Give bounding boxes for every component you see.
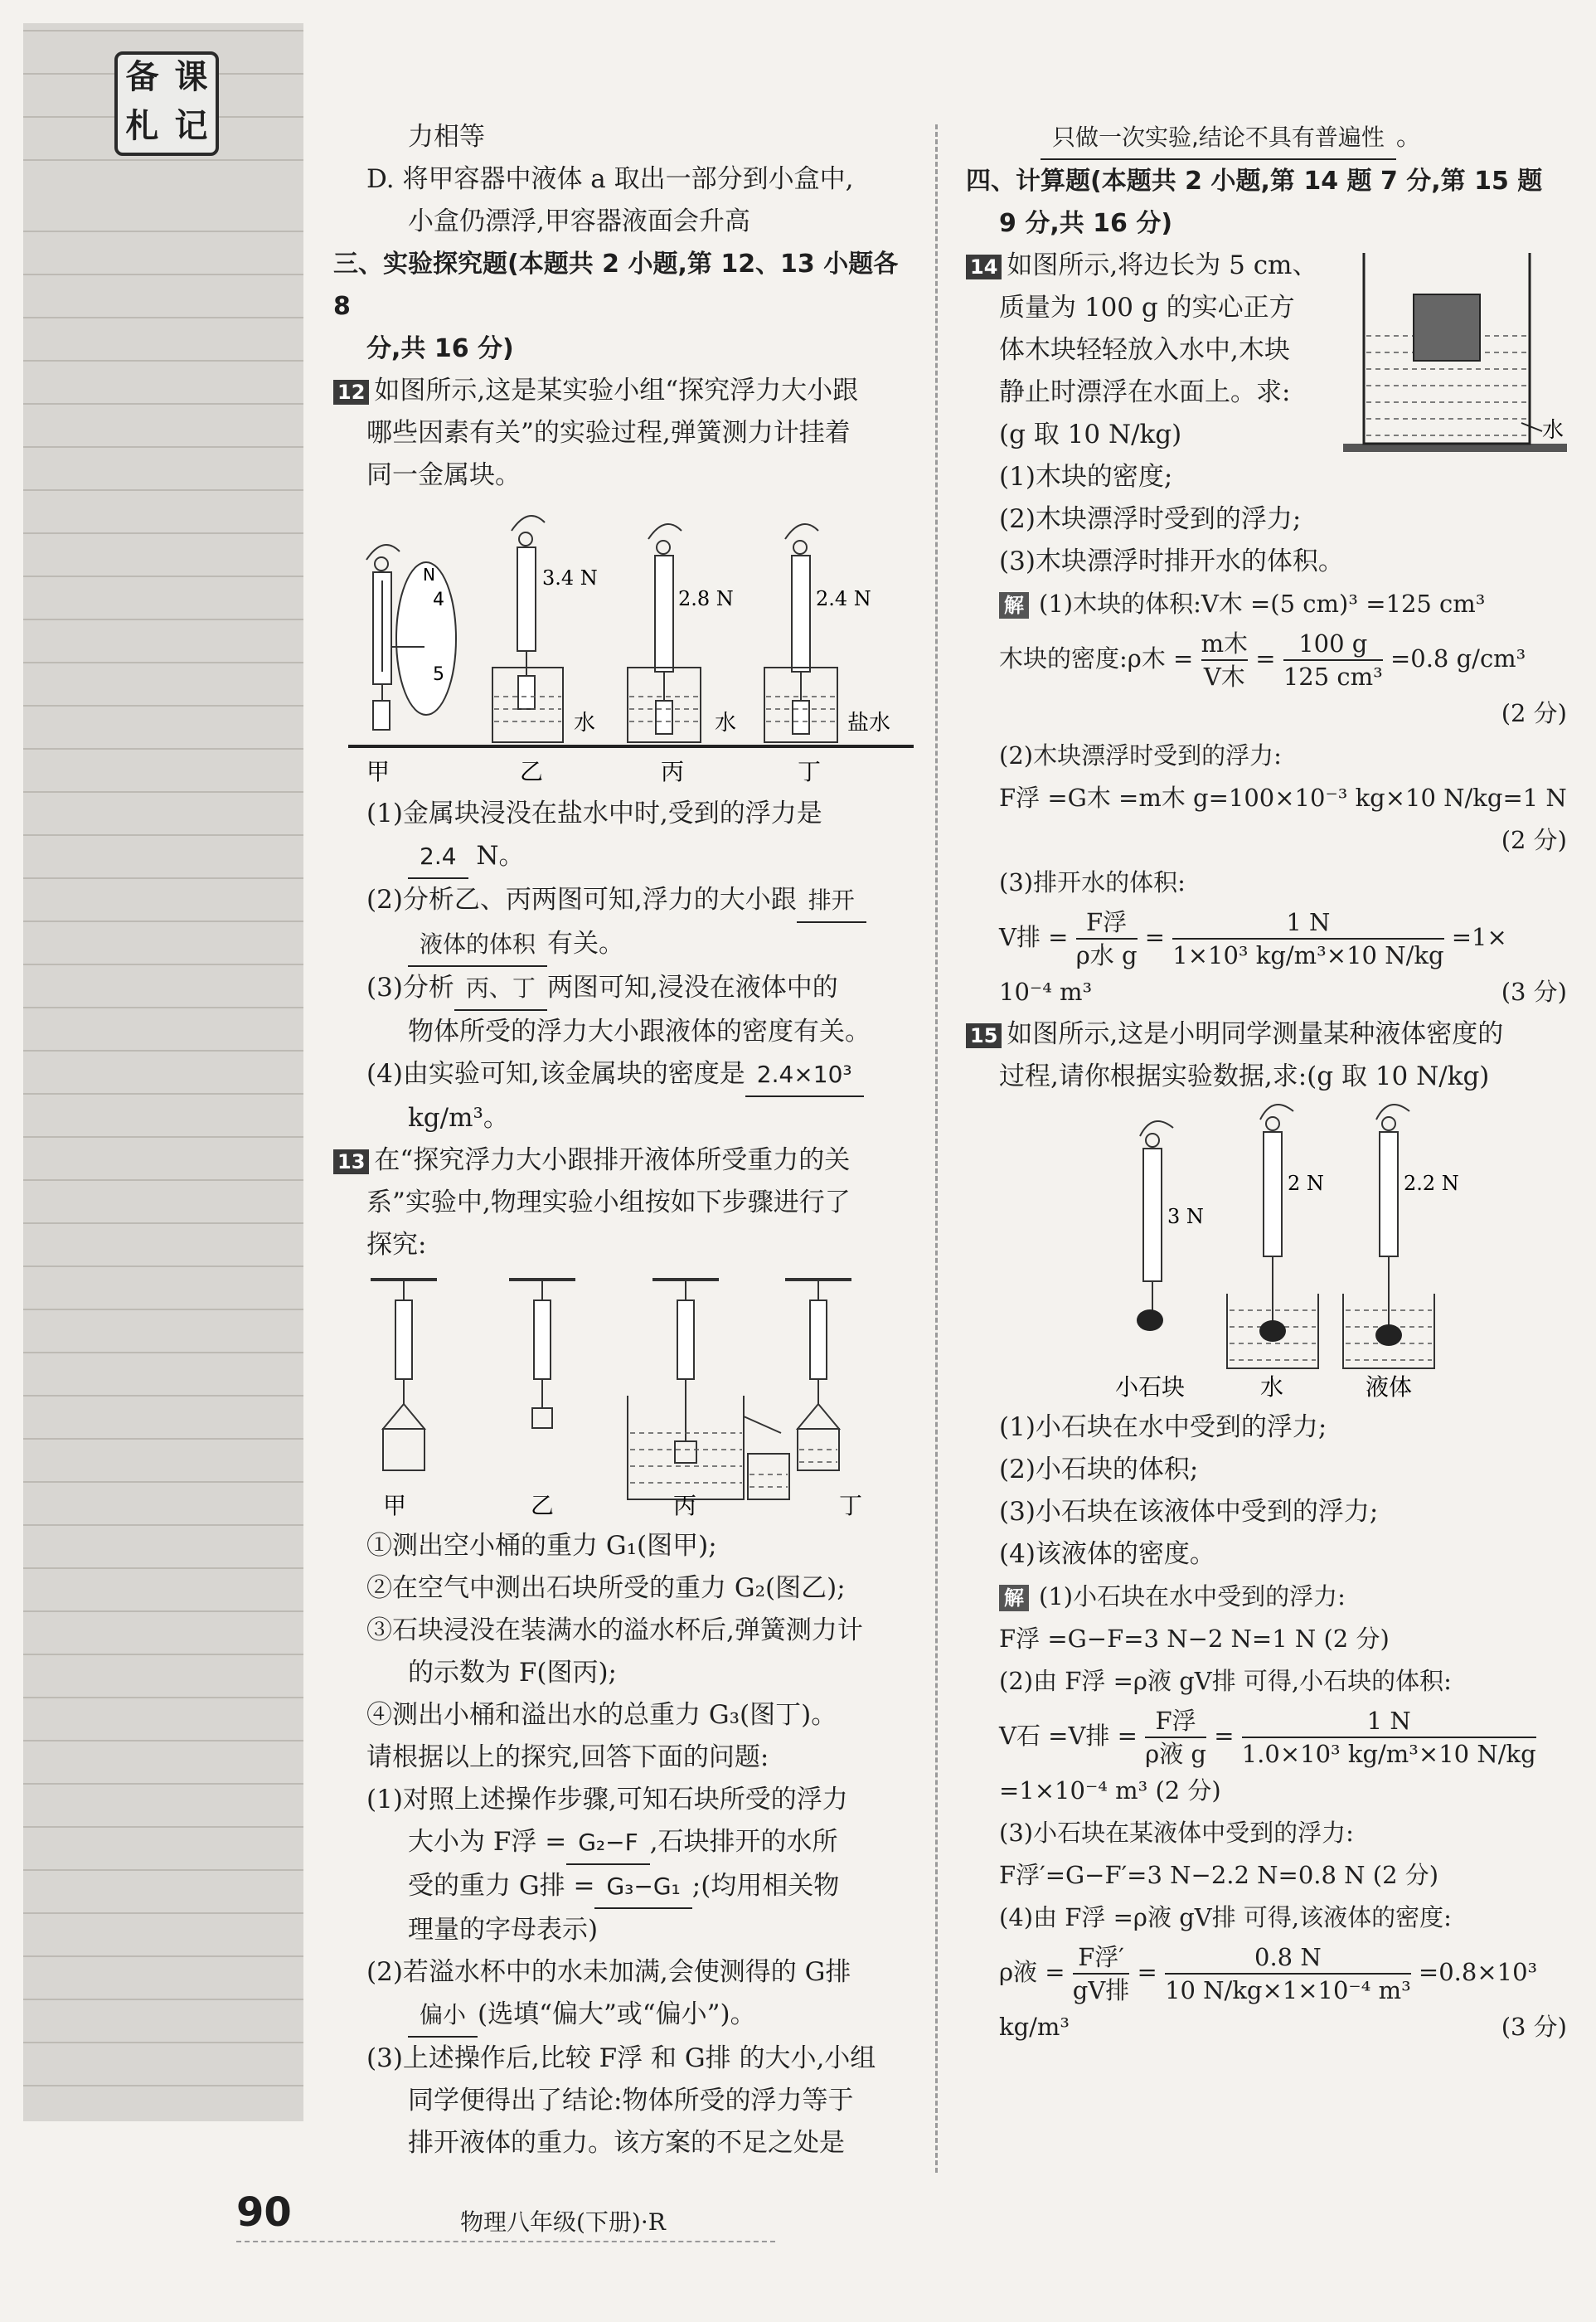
right-column xyxy=(966,116,1567,2048)
notes-sidebar xyxy=(23,23,303,2121)
solution-text: =1× xyxy=(1451,923,1507,951)
answer-blank: 液体的体积 xyxy=(408,923,547,967)
q14-figure xyxy=(1343,253,1567,469)
question-number: 13 xyxy=(333,1149,369,1174)
column-divider xyxy=(935,124,938,2173)
denominator: 1×10³ kg/m³×10 N/kg xyxy=(1172,941,1444,969)
score: (2 分) xyxy=(1501,826,1567,854)
q15-solution-end xyxy=(966,2006,1567,2048)
q15-solution-density: ρ液 = $\frac{\text{F浮′}}{\text{gV排}}$ = $\frac{0.8 N}{\text{10 N/kg×1×10⁻⁴ m³}}$ =0.8×10³ xyxy=(999,1943,1538,2004)
badge-char: 记 xyxy=(174,107,208,145)
q13-figure xyxy=(333,1271,922,1520)
solution-badge: 解 xyxy=(999,1585,1029,1611)
section-3-heading: 三、实验探究题(本题共 2 小题,第 12、13 小题各 8 xyxy=(333,250,899,321)
q13-part3-cont: 同学便得出了结论:物体所受的浮力等于 xyxy=(408,2086,854,2116)
badge-char: 课 xyxy=(174,58,208,96)
solution-line: F浮 =G木 =m木 g=100×10⁻³ kg×10 N/kg=1 N xyxy=(999,784,1567,812)
denominator: 1.0×10³ kg/m³×10 N/kg xyxy=(1241,1740,1536,1768)
left-column xyxy=(333,116,922,2164)
solution-text: 10⁻⁴ m³ xyxy=(999,978,1093,1006)
section-4-heading: 四、计算题(本题共 2 小题,第 14 题 7 分,第 15 题 xyxy=(966,167,1543,196)
denominator: V木 xyxy=(1203,663,1245,691)
q13-step: ④测出小桶和溢出水的总重力 G₃(图丁)。 xyxy=(366,1700,837,1730)
question-13 xyxy=(333,1139,922,1182)
q13-part2: (2)若溢水杯中的水未加满,会使测得的 G排 xyxy=(366,1957,851,1987)
numerator: F浮 xyxy=(1076,906,1138,940)
q12-text: 如图所示,这是某实验小组“探究浮力大小跟 xyxy=(374,376,859,406)
q14-solution xyxy=(966,583,1567,625)
denominator: gV排 xyxy=(1072,1976,1130,2004)
figure-label: 丙 xyxy=(661,758,685,785)
q12-part4-unit: kg/m³。 xyxy=(408,1103,509,1133)
solution-text: ρ液 = xyxy=(999,1958,1065,1986)
q13-text: ,石块排开的水所 xyxy=(649,1827,838,1857)
q14-text: (g 取 10 N/kg) xyxy=(999,420,1182,449)
q14-text: 质量为 100 g 的实心正方 xyxy=(999,293,1295,323)
solution-line: (1)木块的体积:V木 =(5 cm)³ =125 cm³ xyxy=(1039,590,1486,618)
water-label: 水 xyxy=(1542,418,1564,443)
q12-p3-text: (3)分析 xyxy=(366,973,454,1003)
fraction xyxy=(1201,628,1249,692)
q13-step: ③石块浸没在装满水的溢水杯后,弹簧测力计 xyxy=(366,1615,863,1645)
question-number: 14 xyxy=(966,255,1002,279)
answer-blank: 2.4×10³ xyxy=(745,1053,864,1097)
q13-part3-cont: 排开液体的重力。该方案的不足之处是 xyxy=(408,2128,845,2158)
numerator: F浮′ xyxy=(1073,1941,1130,1975)
figure-label: 液体 xyxy=(1366,1373,1413,1401)
numerator: 0.8 N xyxy=(1165,1941,1411,1975)
scale-label: N xyxy=(423,565,435,585)
figure-label: 丙 xyxy=(673,1492,697,1519)
numerator: 1 N xyxy=(1172,906,1443,940)
q14-ask: (3)木块漂浮时排开水的体积。 xyxy=(999,546,1344,576)
book-title: 物理八年级(下册)·R xyxy=(460,2208,666,2236)
liquid-label: 盐水 xyxy=(847,711,891,736)
score: (2 分) xyxy=(1501,699,1567,727)
q13-text: 在“探究浮力大小跟排开液体所受重力的关 xyxy=(374,1145,851,1175)
figure-label: 水 xyxy=(1260,1373,1284,1401)
q13-step: ①测出空小桶的重力 G₁(图甲); xyxy=(366,1531,717,1561)
q13-part1: (1)对照上述操作步骤,可知石块所受的浮力 xyxy=(366,1785,848,1814)
solution-text: V石 =V排 = xyxy=(999,1722,1138,1750)
q15-solution-volume: V石 =V排 = $\frac{\text{F浮}}{\text{ρ液 g}}$ = $\frac{1 N}{\text{1.0×10³ kg/m³×10 N/kg}}$ xyxy=(999,1707,1536,1768)
q12-p1-text: (1)金属块浸没在盐水中时,受到的浮力是 xyxy=(366,799,822,828)
fraction xyxy=(1283,628,1383,692)
denominator: ρ水 g xyxy=(1075,941,1138,969)
question-14-block xyxy=(966,245,1567,456)
solution-text: 木块的密度:ρ木 = xyxy=(999,644,1194,673)
solution-text: V排 = xyxy=(999,923,1069,951)
answer-blank: 只做一次实验,结论不具有普遍性 xyxy=(1041,116,1396,160)
q13-text: ;(均用相关物 xyxy=(691,1871,840,1901)
q14-text: 如图所示,将边长为 5 cm、 xyxy=(1007,250,1318,280)
score: (3 分) xyxy=(1501,2013,1567,2041)
figure-label: 丁 xyxy=(798,758,822,785)
footer-divider xyxy=(236,2241,775,2242)
reading-label: 2.2 N xyxy=(1404,1172,1459,1195)
reading-label: 2.8 N xyxy=(678,587,734,610)
answer-blank: 偏小 xyxy=(408,1994,478,2038)
q15-text: 过程,请你根据实验数据,求:(g 取 10 N/kg) xyxy=(999,1061,1490,1091)
denominator: 10 N/kg×1×10⁻⁴ m³ xyxy=(1165,1976,1411,2004)
solution-line: F浮′=G−F′=3 N−2.2 N=0.8 N (2 分) xyxy=(999,1861,1439,1889)
q12-p1-unit: N。 xyxy=(476,841,525,871)
q13-part1-line xyxy=(333,1821,922,1865)
figure-label: 乙 xyxy=(531,1492,555,1519)
text-line: 力相等 xyxy=(408,122,485,152)
q12-figure xyxy=(333,502,922,788)
figure-label: 小石块 xyxy=(1115,1373,1186,1401)
solution-line: (2)由 F浮 =ρ液 gV排 可得,小石块的体积: xyxy=(999,1667,1452,1695)
q14-ask: (2)木块漂浮时受到的浮力; xyxy=(999,504,1302,534)
solution-line: (1)小石块在水中受到的浮力: xyxy=(1039,1582,1346,1610)
q15-solution xyxy=(966,1576,1567,1618)
q12-p4-text: (4)由实验可知,该金属块的密度是 xyxy=(366,1059,745,1089)
q15-text: 如图所示,这是小明同学测量某种液体密度的 xyxy=(1007,1019,1504,1049)
solution-line: F浮 =G−F=3 N−2 N=1 N (2 分) xyxy=(999,1625,1390,1653)
liquid-label: 水 xyxy=(574,711,596,736)
badge-char: 备 xyxy=(125,58,159,96)
q13-text: 大小为 F浮 = xyxy=(408,1827,567,1857)
q14-solution-density: 木块的密度:ρ木 = $\frac{\text{m木}}{\text{V木}}$ = $\frac{100 g}{\text{125 cm³}}$ =0.8 g/cm³ xyxy=(999,629,1526,691)
section-4-heading-cont: 9 分,共 16 分) xyxy=(999,209,1173,238)
q14-solution-volume: V排 = $\frac{\text{F浮}}{\text{ρ水 g}}$ = $\frac{1 N}{\text{1×10³ kg/m³×10 N/kg}}$ =1× xyxy=(999,908,1507,969)
fraction xyxy=(1165,1941,1411,2006)
q13-part2-line xyxy=(333,1994,922,2038)
solution-line: (3)小石块在某液体中受到的浮力: xyxy=(999,1819,1354,1847)
q13-part3-answer xyxy=(966,116,1567,160)
reading-label: 2.4 N xyxy=(816,587,871,610)
q12-part2-cont xyxy=(333,923,922,967)
q14-text: 体木块轻轻放入水中,木块 xyxy=(999,335,1290,365)
solution-line: (2)木块漂浮时受到的浮力: xyxy=(999,741,1282,770)
solution-line: =1×10⁻⁴ m³ (2 分) xyxy=(999,1776,1221,1805)
q12-p2-end: 有关。 xyxy=(547,929,625,959)
denominator: ρ液 g xyxy=(1145,1740,1206,1768)
q12-part4 xyxy=(333,1053,922,1097)
q12-text: 同一金属块。 xyxy=(366,460,521,490)
denominator: 125 cm³ xyxy=(1283,663,1383,691)
reading-label: 3 N xyxy=(1167,1205,1204,1228)
figure-label: 丁 xyxy=(839,1492,863,1519)
q12-text: 哪些因素有关”的实验过程,弹簧测力计挂着 xyxy=(366,418,851,448)
question-12 xyxy=(333,370,922,412)
q14-text: 静止时漂浮在水面上。求: xyxy=(999,377,1291,407)
figure-label: 甲 xyxy=(366,758,391,785)
q13-ask: 请根据以上的探究,回答下面的问题: xyxy=(366,1742,769,1772)
reading-label: 3.4 N xyxy=(542,566,598,590)
figure-label: 甲 xyxy=(383,1492,407,1519)
q15-ask: (2)小石块的体积; xyxy=(999,1455,1199,1484)
punct: 。 xyxy=(1395,122,1422,152)
notes-badge xyxy=(114,51,219,156)
numerator: F浮 xyxy=(1145,1705,1206,1738)
numerator: 1 N xyxy=(1242,1705,1536,1738)
badge-char: 札 xyxy=(125,107,159,145)
answer-blank: 2.4 xyxy=(408,835,468,879)
scale-label: 4 xyxy=(433,590,444,610)
solution-line: (3)排开水的体积: xyxy=(999,868,1186,896)
solution-text: =0.8 g/cm³ xyxy=(1390,644,1526,673)
q13-step: ②在空气中测出石块所受的重力 G₂(图乙); xyxy=(366,1573,846,1603)
answer-blank: G₂−F xyxy=(566,1821,650,1865)
question-15 xyxy=(966,1013,1567,1056)
answer-blank: 排开 xyxy=(797,879,866,923)
q13-part3: (3)上述操作后,比较 F浮 和 G排 的大小,小组 xyxy=(366,2043,876,2073)
solution-badge: 解 xyxy=(999,592,1029,619)
q15-ask: (4)该液体的密度。 xyxy=(999,1539,1215,1569)
q15-figure xyxy=(1016,1103,1596,1401)
q13-step-cont: 的示数为 F(图丙); xyxy=(408,1658,617,1688)
question-number: 12 xyxy=(333,380,369,405)
q14-ask: (1)木块的密度; xyxy=(999,462,1173,492)
q13-text: 受的重力 G排 = xyxy=(408,1871,595,1901)
q12-part3-cont: 物体所受的浮力大小跟液体的密度有关。 xyxy=(408,1017,871,1047)
fraction xyxy=(1242,1705,1536,1770)
solution-text: kg/m³ xyxy=(999,2013,1070,2041)
liquid-label: 水 xyxy=(715,711,737,736)
page-number: 90 xyxy=(236,2189,292,2236)
q15-ask: (1)小石块在水中受到的浮力; xyxy=(999,1412,1327,1442)
option-d: D. 将甲容器中液体 a 取出一部分到小盒中, xyxy=(366,164,854,194)
q12-part1-answer-line xyxy=(333,835,922,879)
numerator: m木 xyxy=(1201,628,1249,661)
q15-ask: (3)小石块在该液体中受到的浮力; xyxy=(999,1497,1379,1527)
solution-text: =0.8×10³ xyxy=(1418,1958,1538,1986)
q13-part1-line xyxy=(333,1865,922,1909)
q13-text: 探究: xyxy=(366,1230,427,1260)
q12-p2-text: (2)分析乙、丙两图可知,浮力的大小跟 xyxy=(366,885,797,915)
fraction xyxy=(1172,906,1443,971)
reading-label: 2 N xyxy=(1288,1172,1324,1195)
q13-text: (选填“偏大”或“偏小”)。 xyxy=(478,1999,756,2029)
q14-solution-end xyxy=(966,971,1567,1013)
section-3-heading-cont: 分,共 16 分) xyxy=(366,334,514,363)
fraction xyxy=(1145,1705,1206,1770)
question-number: 15 xyxy=(966,1023,1002,1048)
fraction xyxy=(1076,906,1138,971)
numerator: 100 g xyxy=(1283,628,1383,661)
solution-line: (4)由 F浮 =ρ液 gV排 可得,该液体的密度: xyxy=(999,1903,1452,1931)
q12-part2 xyxy=(333,879,922,923)
q12-part1 xyxy=(333,793,922,835)
fraction xyxy=(1073,1941,1130,2006)
q12-part3 xyxy=(333,967,922,1011)
figure-label: 乙 xyxy=(520,758,544,785)
answer-blank: 丙、丁 xyxy=(454,967,547,1011)
answer-blank: G₃−G₁ xyxy=(594,1865,691,1909)
option-d-cont: 小盒仍漂浮,甲容器液面会升高 xyxy=(408,206,750,236)
q12-p3-text: 两图可知,浸没在液体中的 xyxy=(546,973,838,1003)
score: (3 分) xyxy=(1501,978,1567,1006)
scale-label: 5 xyxy=(433,664,444,685)
q13-part1-end: 理量的字母表示) xyxy=(408,1915,599,1945)
q13-text: 系”实验中,物理实验小组按如下步骤进行了 xyxy=(366,1188,851,1217)
